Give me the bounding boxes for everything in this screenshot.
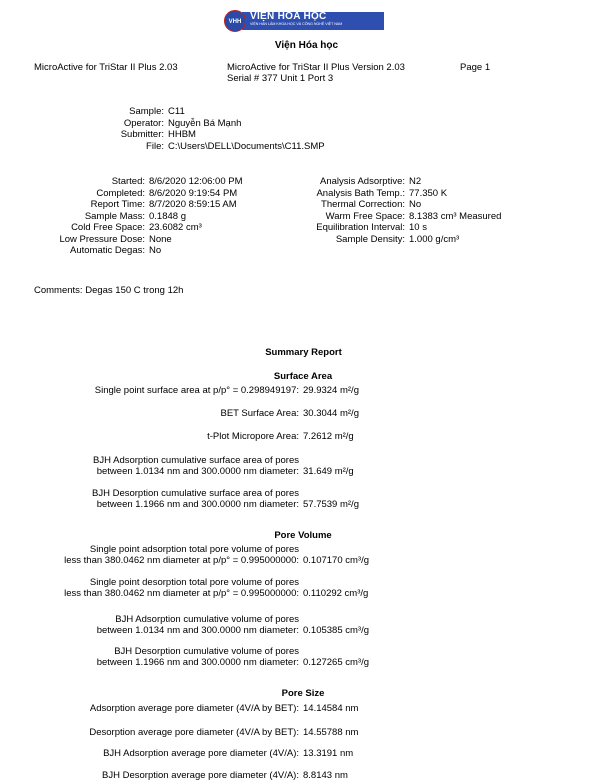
- left-param-row-value: 23.6082 cm³: [149, 222, 202, 233]
- sample-info-row-value: C11: [168, 106, 185, 117]
- instrument-serial: Serial # 377 Unit 1 Port 3: [227, 73, 334, 84]
- right-param-row-value: 1.000 g/cm³: [409, 233, 460, 245]
- left-param-row-label: Low Pressure Dose:: [59, 233, 145, 245]
- metric-value: 57.7539 m²/g: [303, 499, 359, 510]
- metric-label-line1: BJH Adsorption cumulative volume of pores: [115, 614, 299, 625]
- metric-label: between 1.0134 nm and 300.0000 nm diameter:: [96, 625, 299, 636]
- left-param-row-label: Cold Free Space:: [71, 222, 145, 233]
- sample-info-row-label: File:: [146, 140, 164, 152]
- metric-label: t-Plot Micropore Area:: [207, 431, 299, 442]
- metric-label: less than 380.0462 nm diameter at p/p° = 0.995000000:: [64, 555, 299, 566]
- left-param-row-value: 8/6/2020 9:19:54 PM: [149, 187, 238, 199]
- right-param-row-label: Analysis Bath Temp.:: [316, 187, 405, 199]
- sample-info-row-label: Operator:: [123, 117, 164, 129]
- left-param-row-value: 8/6/2020 12:06:00 PM: [149, 176, 243, 187]
- right-param-row-value: N2: [409, 176, 422, 187]
- metric-label: Adsorption average pore diameter (4V/A by BET):: [89, 703, 299, 714]
- left-param-row-label: Automatic Degas:: [70, 245, 145, 256]
- surface-area-heading: Surface Area: [273, 371, 333, 382]
- left-param-row-value: None: [149, 233, 172, 245]
- logo-emblem-icon: VHH: [224, 10, 246, 32]
- metric-value: 31.649 m²/g: [303, 466, 354, 477]
- metric-label: BJH Adsorption average pore diameter (4V/A):: [103, 748, 299, 759]
- left-param-row-label: Completed:: [96, 187, 145, 199]
- sample-info-row-value: C:\Users\DELL\Documents\C11.SMP: [168, 140, 325, 152]
- metric-value: 0.110292 cm³/g: [303, 588, 369, 599]
- right-param-row-label: Analysis Adsorptive:: [319, 176, 405, 187]
- sample-info-row-label: Sample:: [129, 106, 164, 117]
- metric-value: 0.127265 cm³/g: [303, 657, 370, 668]
- logo-title: VIỆN HÓA HỌC: [250, 11, 327, 22]
- sample-info-row-label: Submitter:: [120, 129, 164, 140]
- left-param-row-label: Started:: [111, 176, 145, 187]
- metric-label: between 1.0134 nm and 300.0000 nm diameter:: [96, 466, 299, 477]
- software-name: MicroActive for TriStar II Plus 2.03: [34, 62, 178, 73]
- institute-logo: [224, 10, 384, 32]
- metric-label: Single point surface area at p/p° = 0.298949197:: [94, 385, 299, 396]
- metric-value: 14.14584 nm: [303, 703, 359, 714]
- report-title: Viện Hóa học: [274, 40, 339, 51]
- summary-title: Summary Report: [265, 347, 342, 358]
- left-param-row-value: No: [149, 245, 162, 256]
- left-param-row-label: Report Time:: [90, 199, 145, 210]
- pore-volume-heading: Pore Volume: [274, 530, 332, 541]
- metric-label-line1: Single point adsorption total pore volume of pores: [89, 544, 299, 555]
- metric-label-line1: BJH Desorption cumulative surface area of pores: [92, 488, 299, 499]
- metric-value: 30.3044 m²/g: [303, 408, 359, 419]
- left-param-row-label: Sample Mass:: [84, 210, 145, 222]
- right-param-row-label: Sample Density:: [335, 233, 405, 245]
- sample-info-row-value: HHBM: [168, 129, 196, 140]
- page-number: Page 1: [460, 62, 491, 73]
- right-param-row-label: Thermal Correction:: [321, 199, 405, 210]
- metric-value: 14.55788 nm: [303, 727, 359, 738]
- right-param-row-value: 8.1383 cm³ Measured: [409, 210, 502, 222]
- metric-label: less than 380.0462 nm diameter at p/p° = 0.995000000:: [64, 588, 299, 599]
- logo-subtitle: VIỆN HÀN LÂM KHOA HỌC VÀ CÔNG NGHỆ VIỆT NAM: [250, 22, 343, 26]
- right-param-row-label: Warm Free Space:: [325, 210, 405, 222]
- metric-value: 0.107170 cm³/g: [303, 555, 370, 566]
- right-param-row-label: Equilibration Interval:: [316, 222, 405, 233]
- metric-value: 13.3191 nm: [303, 748, 354, 759]
- left-param-row-value: 0.1848 g: [149, 210, 186, 222]
- metric-label: BET Surface Area:: [220, 408, 299, 419]
- software-version: MicroActive for TriStar II Plus Version 2.03: [227, 62, 405, 73]
- left-param-row-value: 8/7/2020 8:59:15 AM: [149, 199, 237, 210]
- metric-label: BJH Desorption average pore diameter (4V/A):: [102, 770, 299, 781]
- pore-size-heading: Pore Size: [281, 688, 325, 699]
- metric-label-line1: BJH Adsorption cumulative surface area of pores: [93, 455, 299, 466]
- metric-value: 0.105385 cm³/g: [303, 625, 370, 636]
- metric-value: 8.8143 nm: [303, 770, 348, 781]
- right-param-row-value: No: [409, 199, 422, 210]
- metric-label: between 1.1966 nm and 300.0000 nm diameter:: [96, 657, 299, 668]
- metric-value: 29.9324 m²/g: [303, 385, 359, 396]
- sample-info-row-value: Nguyễn Bá Mạnh: [168, 117, 242, 129]
- right-param-row-value: 10 s: [409, 222, 427, 233]
- metric-value: 7.2612 m²/g: [303, 431, 354, 442]
- right-param-row-value: 77.350 K: [409, 187, 448, 199]
- metric-label-line1: Single point desorption total pore volume of pores: [89, 577, 299, 588]
- metric-label: Desorption average pore diameter (4V/A by BET):: [89, 727, 299, 738]
- comments: Comments: Degas 150 C trong 12h: [34, 285, 184, 296]
- metric-label-line1: BJH Desorption cumulative volume of pores: [114, 646, 299, 657]
- metric-label: between 1.1966 nm and 300.0000 nm diameter:: [96, 499, 299, 510]
